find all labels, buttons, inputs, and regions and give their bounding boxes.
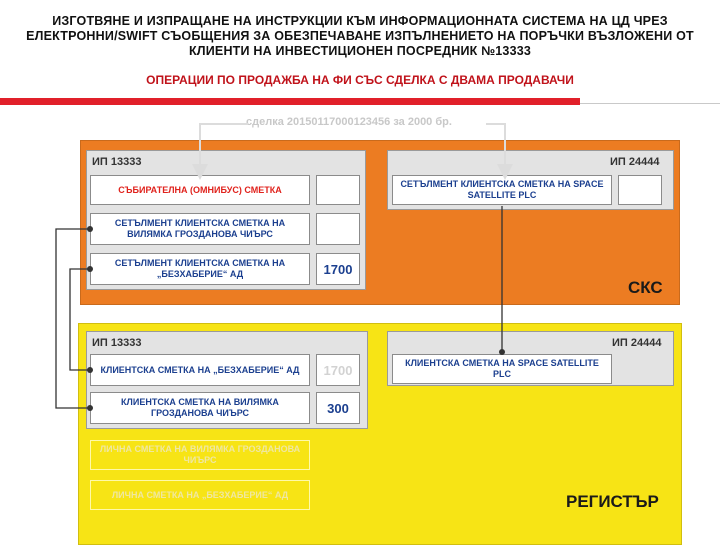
registry-left-ip-label: ИП 13333 <box>92 337 142 349</box>
sks-settlement-bezhaberie-qty: 1700 <box>316 253 360 285</box>
registry-bezhaberie-qty: 1700 <box>316 354 360 386</box>
link-chiers <box>56 229 90 408</box>
page-title: ИЗГОТВЯНЕ И ИЗПРАЩАНЕ НА ИНСТРУКЦИИ КЪМ ИНФОРМАЦИОННАТА СИСТЕМА НА ЦД ЧРЕЗ ЕЛЕКТРОННИ/SWIFT СЪОБЩЕНИЯ ЗА ОБЕЗПЕЧАВАНЕ ИЗПЪЛНЕНИЕТО НА ПОРЪЧКИ ВЪЗЛОЖЕНИ ОТ КЛИЕНТИ НА ИНВЕСТИЦИОНЕН ПОСРЕДНИК №13333 <box>26 14 694 58</box>
link-bezhaberie <box>70 269 90 370</box>
registry-personal-account-bezhaberie: ЛИЧНА СМЕТКА НА „БЕЗХАБЕРИЕ“ АД <box>90 480 310 510</box>
link-chiers-end <box>87 405 93 411</box>
registry-client-account-space-satellite: КЛИЕНТСКА СМЕТКА НА SPACE SATELLITE PLC <box>392 354 612 384</box>
link-bezhaberie-start <box>87 266 93 272</box>
registry-client-account-bezhaberie: КЛИЕНТСКА СМЕТКА НА „БЕЗХАБЕРИЕ“ АД <box>90 354 310 386</box>
deal-label: сделка 20150117000123456 за 2000 бр. <box>246 116 452 128</box>
link-space-satellite-end <box>499 349 505 355</box>
sks-settlement-account-bezhaberie: СЕТЪЛМЕНТ КЛИЕНТСКА СМЕТКА НА „БЕЗХАБЕРИЕ“ АД <box>90 253 310 285</box>
page-subtitle: ОПЕРАЦИИ ПО ПРОДАЖБА НА ФИ СЪС СДЕЛКА С ДВАМА ПРОДАВАЧИ <box>146 73 574 87</box>
registry-personal-account-chiers: ЛИЧНА СМЕТКА НА ВИЛЯМКА ГРОЗДАНОВА ЧИЪРС <box>90 440 310 470</box>
registry-right-ip-label: ИП 24444 <box>612 337 662 349</box>
sks-right-ip-label: ИП 24444 <box>610 156 660 168</box>
registry-client-account-chiers: КЛИЕНТСКА СМЕТКА НА ВИЛЯМКА ГРОЗДАНОВА ЧИЪРС <box>90 392 310 424</box>
deal-arrow-omnibus <box>200 124 248 172</box>
sks-left-ip-label: ИП 13333 <box>92 156 142 168</box>
sks-settlement-account-space-satellite: СЕТЪЛМЕНТ КЛИЕНТСКА СМЕТКА НА SPACE SATELLITE PLC <box>392 175 612 205</box>
sks-panel-name: СКС <box>628 278 663 297</box>
registry-chiers-qty: 300 <box>316 392 360 424</box>
deal-arrow-space-satellite <box>486 124 505 172</box>
sks-omnibus-account: СЪБИРАТЕЛНА (ОМНИБУС) СМЕТКА <box>90 175 310 205</box>
link-bezhaberie-end <box>87 367 93 373</box>
sks-settlement-account-chiers: СЕТЪЛМЕНТ КЛИЕНТСКА СМЕТКА НА ВИЛЯМКА ГРОЗДАНОВА ЧИЪРС <box>90 213 310 245</box>
link-chiers-start <box>87 226 93 232</box>
registry-panel-name: РЕГИСТЪР <box>566 492 659 511</box>
